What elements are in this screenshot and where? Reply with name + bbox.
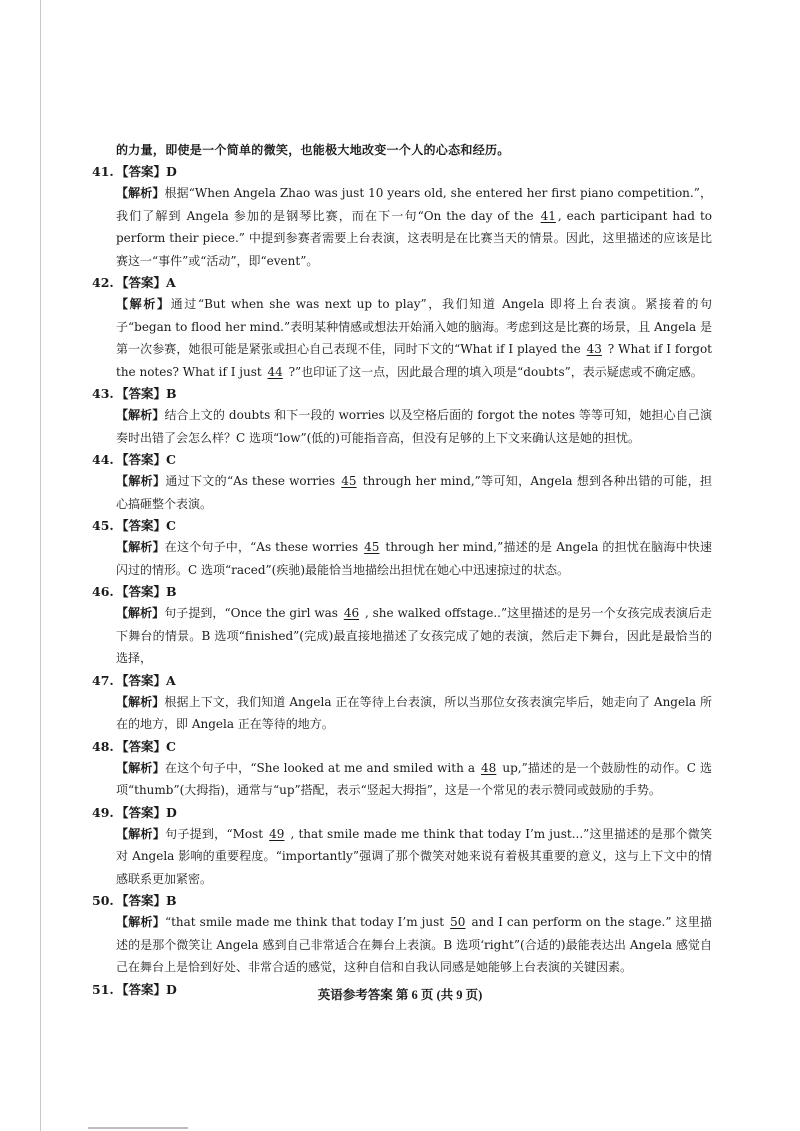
intro-text: 的力量，即使是一个简单的微笑，也能极大地改变一个人的心态和经历。 [116,143,510,157]
analysis-segment: through her mind,”等可知，Angela 想到各种出错的可能，担心搞砸整个表演。 [116,474,712,511]
answer-label: 【答案】 [116,893,167,908]
analysis-segment: 通过“But when she was next up to play”，我们知道 Angela 即将上台表演。紧接着的句子“began to flood her mind.”表明某种情感或想法开始涌入她的脑海。考虑到这是比赛的场景，且 Angela 是第一次参赛，她很可能是紧张或担心自己表现不佳，同时下文的“What if I played the [116,297,712,356]
answer-line [92,582,712,602]
answer-choice: A [166,672,176,688]
answer-item [92,803,712,891]
answer-label: 【答案】 [116,164,167,179]
analysis-segment: ?”也印证了这一点，因此最合理的填入项是“doubts”，表示疑虑或不确定感。 [284,364,703,379]
analysis-segment: , she walked offstage..”这里描述的是另一个女孩完成表演后走下舞台的情景。B 选项“finished”(完成)最直接地描述了女孩完成了她的表演，然后走下舞台，因此是最恰当的选择， [116,606,712,665]
answer-item [92,891,712,979]
answer-item [92,516,712,581]
answer-choice: A [166,275,176,290]
answer-label: 【答案】 [116,386,167,401]
analysis-label: 【解析】 [116,694,165,709]
answer-label: 【答案】 [116,804,167,820]
answer-line [92,803,712,823]
answer-label: 【答案】 [116,275,167,290]
answer-line [92,384,712,404]
analysis-segment: , each participant had to perform their piece.” 中提到参赛者需要上台表演，这表明是在比赛当天的情景。因此，这里描述的应该是比赛这一“事件”或“活动”，即“event”。 [116,208,712,268]
blank-number: 43 [586,342,602,356]
answer-label: 【答案】 [116,738,167,754]
question-number: 51. [92,981,114,997]
analysis-segment: up,”描述的是一个鼓励性的动作。C 选项“thumb”(大拇指)，通常与“up”搭配，表示“竖起大拇指”，这是一个常见的表示赞同或鼓励的手势。 [116,760,712,797]
answer-item [92,162,712,272]
blank-number: 50 [450,915,466,929]
answer-choice: C [166,518,176,533]
blank-number: 45 [364,540,380,554]
page-footer: 英语参考答案 第 6 页 (共 9 页) [317,988,483,1002]
analysis-label: 【解析】 [116,606,165,620]
answer-line [92,737,712,757]
blank-number: 41 [540,208,556,223]
answer-line [92,273,712,293]
answer-choice: B [166,386,177,401]
question-number: 46. [92,584,114,599]
answer-label: 【答案】 [116,672,167,688]
question-number: 42. [92,275,114,290]
answer-choice: B [166,584,177,599]
bottom-rule [88,1127,188,1129]
analysis-segment: , that smile made me think that today I’m just...”这里描述的是那个微笑对 Angela 影响的重要程度。“importantly”强调了那个微笑对她来说有着极其重要的意义，这与上下文中的情感联系更加紧密。 [116,826,712,886]
analysis-segment: 根据“When Angela Zhao was just 10 years old, she entered her first piano competition.”，我们了解到 Angela 参加的是钢琴比赛，而在下一句“On the day of the [116,186,712,223]
analysis-text [92,823,712,891]
answer-choice: D [166,981,177,997]
question-number: 50. [92,893,114,908]
answer-line [92,671,712,691]
answer-choice: D [166,804,177,820]
answer-choice: C [166,738,176,754]
question-number: 44. [92,452,114,467]
answer-line [92,516,712,536]
analysis-label: 【解析】 [116,760,165,775]
analysis-segment: 结合上文的 doubts 和下一段的 worries 以及空格后面的 forgot the notes 等等可知，她担心自己演奏时出错了会怎么样？C 选项“low”(低的)可能指音高，但没有足够的上下文来确认这是她的担忧。 [116,408,712,445]
analysis-text [92,691,712,736]
analysis-text [92,182,712,272]
blank-number: 48 [481,760,497,775]
analysis-segment: through her mind,”描述的是 Angela 的担忧在脑海中快速闪过的情形。C 选项“raced”(疾驰)最能恰当地描绘出担忧在她心中迅速掠过的状态。 [116,540,712,577]
analysis-segment: “that smile made me think that today I’m just [164,915,449,929]
analysis-label: 【解析】 [116,297,171,311]
answer-item [92,384,712,449]
answer-item [92,671,712,736]
answer-item [92,737,712,802]
answer-label: 【答案】 [116,584,167,599]
blank-number: 45 [341,474,357,488]
analysis-segment: and I can perform on the stage.” 这里描述的是那个微笑让 Angela 感到自己非常适合在舞台上表演。B 选项‘right”(合适的)最能表达出 Angela 感觉自己在舞台上是恰到好处、非常合适的感觉，这种自信和自我认同感是她能够上台表演的关键因素。 [116,915,712,974]
answer-line [92,450,712,470]
analysis-segment: ? What if I forgot the notes? What if I just [116,342,712,379]
question-number: 43. [92,386,114,401]
analysis-segment: 句子提到，“Once the girl was [164,606,342,620]
analysis-text [92,757,712,802]
analysis-text [92,911,712,979]
answer-list [92,162,712,1000]
analysis-label: 【解析】 [116,186,165,200]
answer-item [92,450,712,515]
question-number: 47. [92,672,114,688]
blank-number: 44 [267,364,283,379]
question-number: 48. [92,738,114,754]
analysis-label: 【解析】 [116,826,166,841]
analysis-text [92,536,712,581]
answer-line [92,162,712,182]
analysis-text [92,470,712,515]
analysis-label: 【解析】 [116,474,166,488]
answer-choice: B [166,893,177,908]
analysis-segment: 句子提到，“Most [165,826,268,841]
analysis-label: 【解析】 [116,408,165,422]
analysis-text [92,404,712,449]
answer-choice: C [166,452,176,467]
answer-label: 【答案】 [116,518,167,533]
blank-number: 49 [269,826,285,841]
answer-page [92,140,712,1000]
question-number: 49. [92,804,114,820]
answer-label: 【答案】 [116,981,167,997]
answer-choice: D [166,164,177,179]
analysis-segment: 根据上下文，我们知道 Angela 正在等待上台表演，所以当那位女孩表演完毕后，她走向了 Angela 所在的地方，即 Angela 正在等待的地方。 [116,694,712,731]
answer-item [92,582,712,670]
answer-label: 【答案】 [116,452,167,467]
analysis-text [92,293,712,383]
answer-item [92,273,712,383]
left-margin-rule [40,0,41,1131]
analysis-segment: 在这个句子中，“As these worries [164,540,363,554]
analysis-label: 【解析】 [116,540,165,554]
question-number: 45. [92,518,114,533]
analysis-label: 【解析】 [116,915,165,929]
blank-number: 46 [343,606,360,620]
analysis-segment: 通过下文的“As these worries [165,474,340,488]
answer-line [92,891,712,911]
question-number: 41. [92,164,114,179]
analysis-segment: 在这个句子中，“She looked at me and smiled with a [164,760,480,775]
analysis-text [92,602,712,670]
